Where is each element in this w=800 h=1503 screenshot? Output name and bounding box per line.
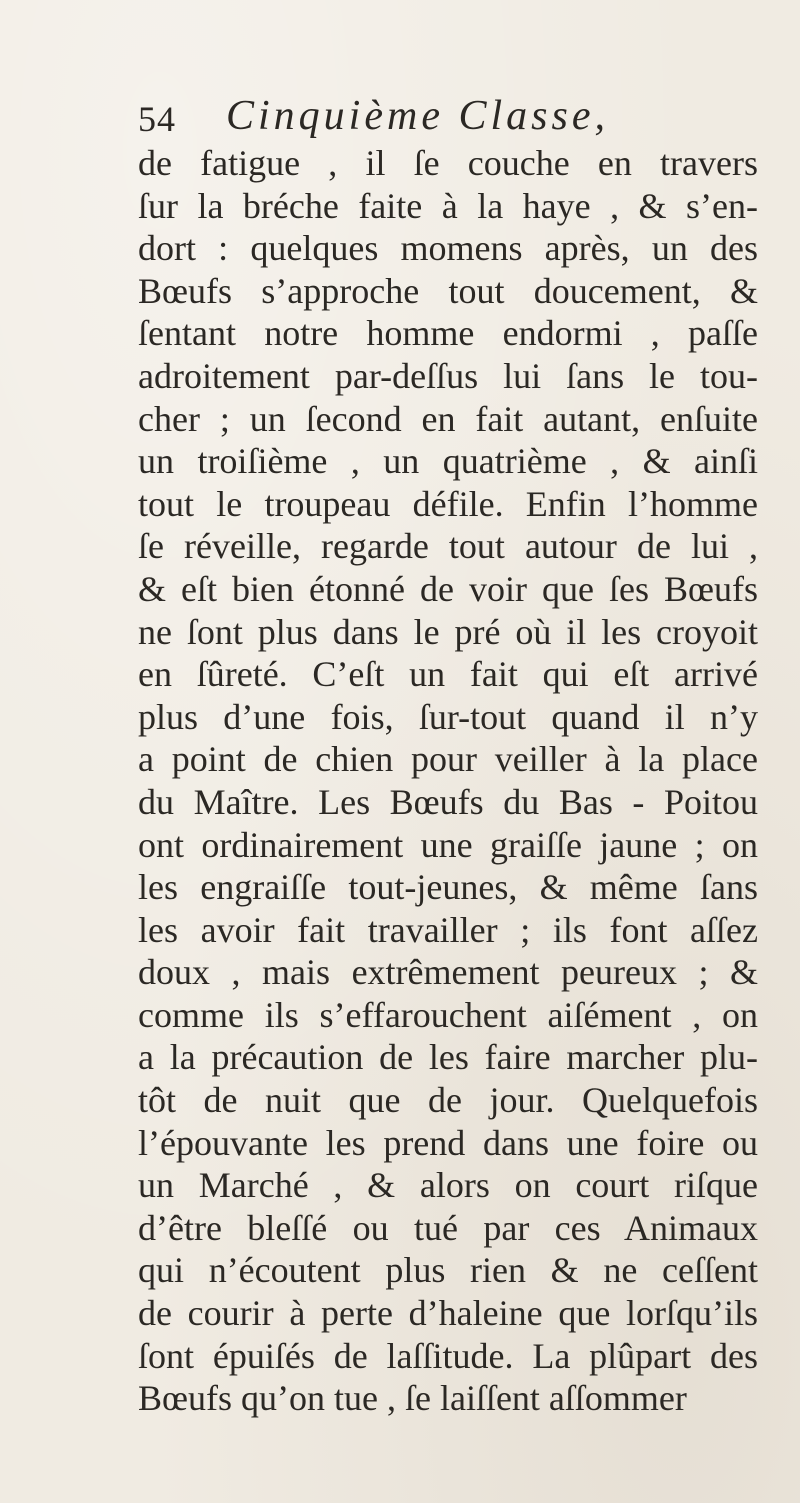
text-line: ſentant notre homme endormi , paſſe: [138, 313, 758, 354]
text-line: d’être bleſſé ou tué par ces Animaux: [138, 1207, 758, 1248]
text-line: les avoir fait travailler ; ils font aſſez: [138, 909, 758, 950]
text-line: ſur la bréche faite à la haye , & s’en-: [138, 185, 758, 226]
text-line: dort : quelques momens après, un des: [138, 228, 758, 269]
text-line: adroitement par-deſſus lui ſans le tou-: [138, 355, 758, 396]
text-line: de fatigue , il ſe couche en travers: [138, 143, 758, 183]
text-line: les engraiſſe tout-jeunes, & même ſans: [138, 867, 758, 908]
text-line: & eſt bien étonné de voir que ſes Bœufs: [138, 568, 758, 609]
text-line: doux , mais extrêmement peureux ; &: [138, 952, 758, 993]
text-line: Bœufs s’approche tout doucement, &: [138, 270, 758, 311]
text-line: a point de chien pour veiller à la place: [138, 739, 758, 780]
text-line: l’épouvante les prend dans une foire ou: [138, 1122, 758, 1163]
text-line: ne ſont plus dans le pré où il les croyoit: [138, 611, 758, 652]
text-line: plus d’une fois, ſur-tout quand il n’y: [138, 696, 758, 737]
body-text: [138, 142, 758, 1420]
text-line: tôt de nuit que de jour. Quelquefois: [138, 1080, 758, 1121]
page-number: 54: [138, 99, 176, 139]
text-line: tout le troupeau défile. Enfin l’homme: [138, 483, 758, 524]
text-line: comme ils s’effarouchent aiſément , on: [138, 994, 758, 1035]
text-line: de courir à perte d’haleine que lorſqu’ils: [138, 1293, 758, 1334]
text-line: qui n’écoutent plus rien & ne ceſſent: [138, 1250, 758, 1291]
text-line: Bœufs qu’on tue , ſe laiſſent aſſommer: [138, 1378, 687, 1419]
text-line: cher ; un ſecond en fait autant, enſuite: [138, 398, 758, 439]
text-line: ſont épuiſés de laſſitude. La plûpart des: [138, 1335, 758, 1376]
text-line: ont ordinairement une graiſſe jaune ; on: [138, 824, 758, 865]
page-header: [138, 92, 758, 148]
text-line: un Marché , & alors on court riſque: [138, 1165, 758, 1206]
text-line: en ſûreté. C’eſt un fait qui eſt arrivé: [138, 654, 758, 695]
text-line: a la précaution de les faire marcher plu-: [138, 1037, 758, 1078]
running-title: Cinquième Classe,: [226, 93, 609, 139]
text-line: ſe réveille, regarde tout autour de lui ,: [138, 526, 758, 567]
text-line: du Maître. Les Bœufs du Bas - Poitou: [138, 781, 758, 822]
text-line: un troiſième , un quatrième , & ainſi: [138, 441, 758, 482]
